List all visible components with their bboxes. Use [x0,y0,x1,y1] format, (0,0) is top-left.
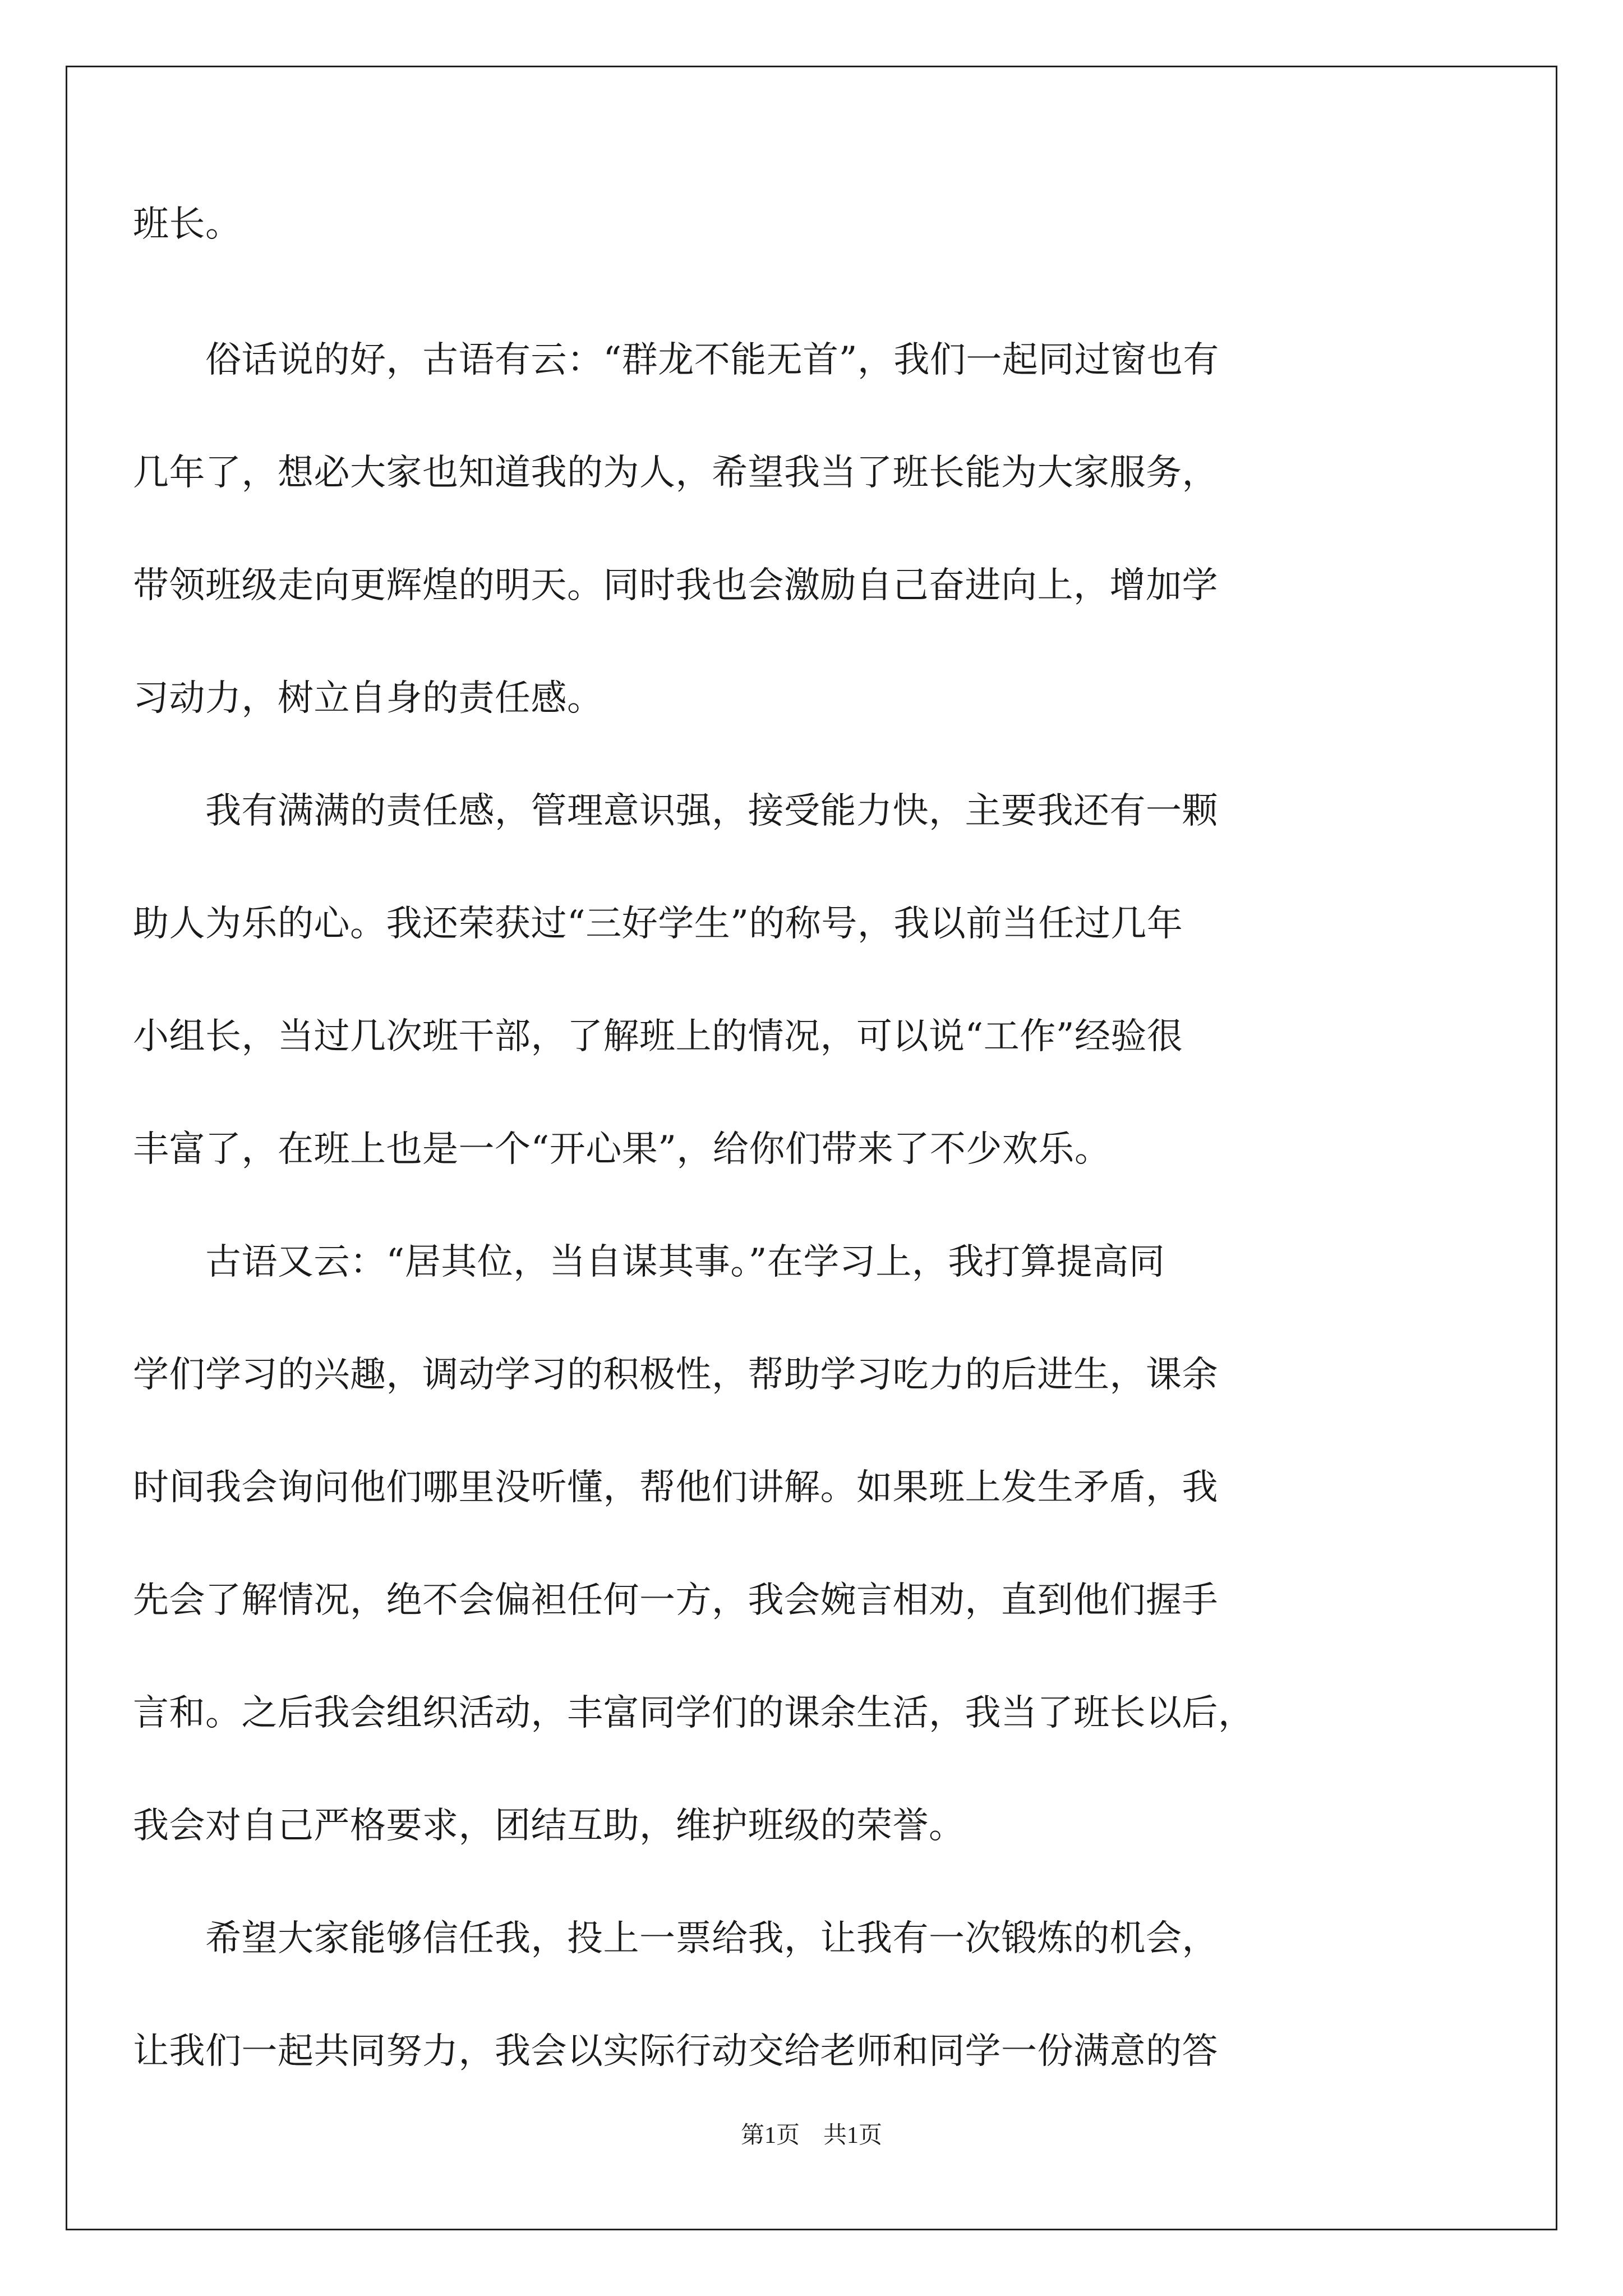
text-line: 我会对自己严格要求，团结互助，维护班级的荣誉。 [133,1805,965,1847]
text-line: 习动力，树立自身的责任感。 [133,678,603,719]
text-line: 我有满满的责任感，管理意识强，接受能力快，主要我还有一颗 [133,790,1218,832]
text-line: 时间我会询问他们哪里没听懂，帮他们讲解。如果班上发生矛盾，我 [133,1467,1218,1508]
text-line: 学们学习的兴趣，调动学习的积极性，帮助学习吃力的后进生，课余 [133,1354,1218,1396]
text-line: 言和。之后我会组织活动，丰富同学们的课余生活，我当了班长以后， [133,1692,1255,1734]
text-line: 小组长，当过几次班干部，了解班上的情况，可以说“工作”经验很 [133,1016,1183,1057]
text-line: 俗话说的好，古语有云：“群龙不能无首”，我们一起同过窗也有 [133,339,1219,381]
text-line: 带领班级走向更辉煌的明天。同时我也会激励自己奋进向上，增加学 [133,565,1218,606]
text-line: 几年了，想必大家也知道我的为人，希望我当了班长能为大家服务， [133,452,1218,494]
text-line: 班长。 [133,204,242,245]
text-line: 先会了解情况，绝不会偏袒任何一方，我会婉言相劝，直到他们握手 [133,1580,1218,1621]
page-number-footer: 第1页 共1页 [740,2123,882,2148]
text-line: 希望大家能够信任我，投上一票给我，让我有一次锻炼的机会， [133,1918,1218,1959]
text-line: 让我们一起共同努力，我会以实际行动交给老师和同学一份满意的答 [133,2031,1218,2072]
text-line: 丰富了，在班上也是一个“开心果”，给你们带来了不少欢乐。 [133,1129,1111,1170]
text-line: 助人为乐的心。我还荣获过“三好学生”的称号，我以前当任过几年 [133,903,1183,945]
text-line: 古语又云：“居其位，当自谋其事。”在学习上，我打算提高同 [133,1241,1165,1283]
